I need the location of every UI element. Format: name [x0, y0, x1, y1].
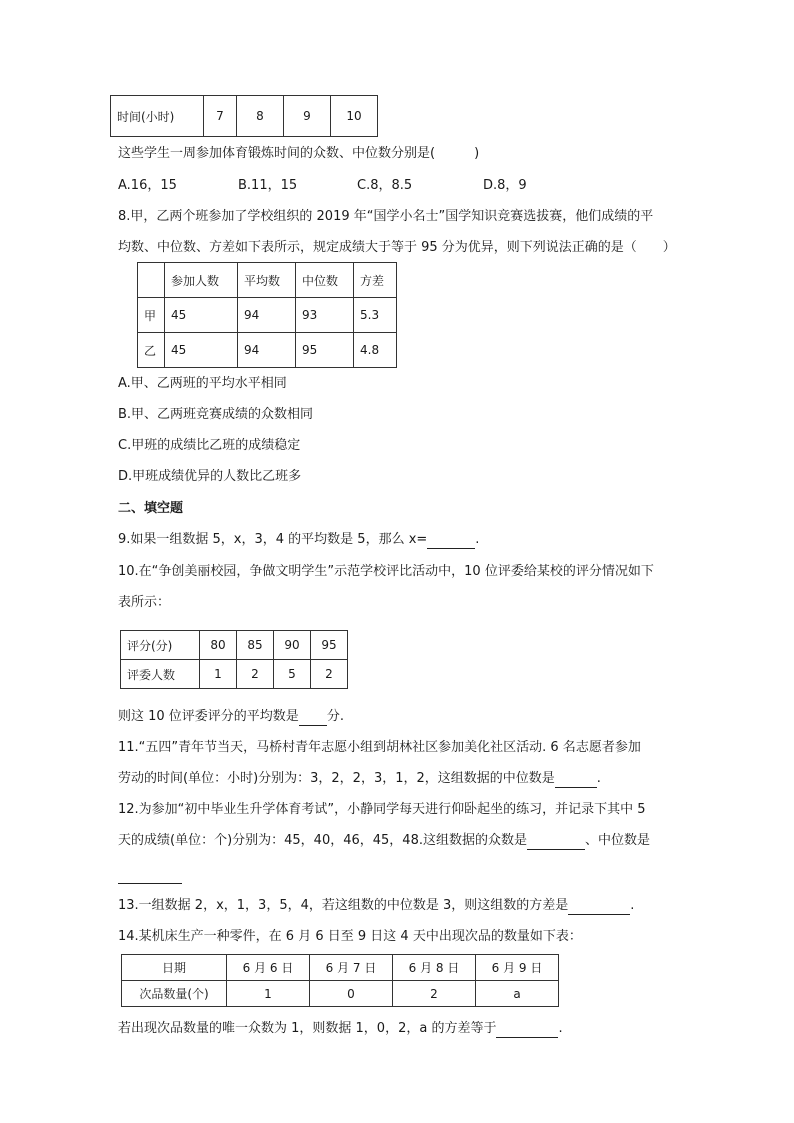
table-header: 参加人数: [165, 263, 238, 298]
q12-text-mid: 、中位数是: [585, 833, 651, 848]
table-row: [122, 981, 559, 1007]
table-cell: 45: [165, 333, 238, 368]
table-cell: 6 月 9 日: [476, 955, 559, 981]
table-row: [138, 263, 397, 298]
table-header: 中位数: [296, 263, 354, 298]
table-cell: 94: [238, 333, 296, 368]
q13-text-end: .: [630, 898, 635, 913]
answer-blank: [427, 534, 475, 549]
q11-text-end: .: [596, 771, 601, 786]
table-cell: 6 月 8 日: [393, 955, 476, 981]
table-cell: 0: [310, 981, 393, 1007]
q13-text: 13.一组数据 2，x，1，3，5，4，若这组数的中位数是 3，则这组数的方差是: [118, 898, 569, 913]
time-value: 10: [331, 96, 378, 137]
q14-text-end: .: [558, 1021, 563, 1036]
q10-table: [120, 630, 348, 689]
table-cell: 85: [237, 631, 274, 660]
table-cell: 4.8: [354, 333, 397, 368]
q12-stem-line2: [118, 832, 650, 850]
table-header: 平均数: [238, 263, 296, 298]
q14-text: 若出现次品数量的唯一众数为 1，则数据 1，0，2，a 的方差等于: [118, 1021, 497, 1036]
time-value: 7: [204, 96, 237, 137]
q10-text: 则这 10 位评委评分的平均数是: [118, 709, 299, 724]
table-row-label: 评分(分): [121, 631, 200, 660]
table-cell: a: [476, 981, 559, 1007]
q8-stem-line2: 均数、中位数、方差如下表所示，规定成绩大于等于 95 分为优异，则下列说法正确的是（ ）: [118, 240, 676, 255]
q14-table: [121, 954, 559, 1007]
table-cell: 5.3: [354, 298, 397, 333]
q12-answer-line: [118, 866, 182, 884]
table-row: [121, 631, 348, 660]
answer-blank: [527, 835, 585, 850]
time-value: 8: [237, 96, 284, 137]
time-label: 时间(小时): [111, 96, 204, 137]
table-cell: 95: [311, 631, 348, 660]
table-cell: 2: [393, 981, 476, 1007]
q11-stem-line1: 11.“五四”青年节当天，马桥村青年志愿小组到胡林社区参加美化社区活动. 6 名志愿者参加: [118, 740, 641, 755]
table-cell: 1: [200, 660, 237, 689]
q10-text-end: 分.: [326, 709, 344, 724]
time-table: [110, 95, 378, 137]
time-value: 9: [284, 96, 331, 137]
q10-stem-line1: 10.在“争创美丽校园，争做文明学生”示范学校评比活动中，10 位评委给某校的评分情况如下: [118, 564, 654, 579]
q9-text-end: .: [475, 532, 480, 547]
table-cell: 6 月 7 日: [310, 955, 393, 981]
answer-blank: [118, 869, 182, 884]
q8-stem-line1: 8.甲，乙两个班参加了学校组织的 2019 年“国学小名士”国学知识竞赛选拔赛，他们成绩的平: [118, 209, 654, 224]
table-header: 方差: [354, 263, 397, 298]
q14-stem-line1: 14.某机床生产一种零件，在 6 月 6 日至 9 日这 4 天中出现次品的数量如下表：: [118, 929, 582, 944]
q9-line: [118, 531, 479, 549]
q7-option-c: C.8，8.5: [357, 178, 413, 193]
table-cell: 2: [237, 660, 274, 689]
table-row-label: 评委人数: [121, 660, 200, 689]
table-row-label: 次品数量(个): [122, 981, 227, 1007]
q8-option-a: A.甲、乙两班的平均水平相同: [118, 376, 287, 391]
answer-blank: [496, 1023, 558, 1038]
table-row: [121, 660, 348, 689]
q7-stem: 这些学生一周参加体育锻炼时间的众数、中位数分别是( ): [118, 146, 480, 161]
q8-option-b: B.甲、乙两班竞赛成绩的众数相同: [118, 407, 314, 422]
q9-text: 9.如果一组数据 5，x，3，4 的平均数是 5，那么 x=: [118, 532, 428, 547]
q7-option-a: A.16，15: [118, 178, 177, 193]
answer-blank: [555, 773, 597, 788]
q7-option-b: B.11，15: [238, 178, 298, 193]
q8-table: [137, 262, 397, 368]
q14-answer-line: [118, 1020, 563, 1038]
table-row: [138, 333, 397, 368]
answer-blank: [299, 711, 327, 726]
table-cell: 1: [227, 981, 310, 1007]
q8-option-d: D.甲班成绩优异的人数比乙班多: [118, 469, 302, 484]
q12-text: 天的成绩(单位：个)分别为：45，40，46，45，48.这组数据的众数是: [118, 833, 527, 848]
table-cell: 90: [274, 631, 311, 660]
q13-line: [118, 897, 634, 915]
q11-text: 劳动的时间(单位：小时)分别为：3，2，2，3，1，2，这组数据的中位数是: [118, 771, 555, 786]
answer-blank: [568, 900, 630, 915]
table-cell: 94: [238, 298, 296, 333]
table-cell: 45: [165, 298, 238, 333]
q7-option-d: D.8，9: [483, 178, 527, 193]
table-row-label: 日期: [122, 955, 227, 981]
q11-stem-line2: [118, 770, 601, 788]
table-cell: 甲: [138, 298, 165, 333]
table-row: [122, 955, 559, 981]
table-cell: 乙: [138, 333, 165, 368]
table-row: [138, 298, 397, 333]
table-cell: 95: [296, 333, 354, 368]
table-cell: 80: [200, 631, 237, 660]
table-cell: [138, 263, 165, 298]
table-row: [111, 96, 378, 137]
table-cell: 6 月 6 日: [227, 955, 310, 981]
section-title: 二、填空题: [118, 501, 184, 516]
table-cell: 5: [274, 660, 311, 689]
q12-stem-line1: 12.为参加“初中毕业生升学体育考试”，小静同学每天进行仰卧起坐的练习，并记录下其中 5: [118, 802, 646, 817]
q10-stem-line2: 表所示：: [118, 595, 171, 610]
table-cell: 2: [311, 660, 348, 689]
q8-option-c: C.甲班的成绩比乙班的成绩稳定: [118, 438, 301, 453]
q10-answer-line: [118, 708, 344, 726]
table-cell: 93: [296, 298, 354, 333]
